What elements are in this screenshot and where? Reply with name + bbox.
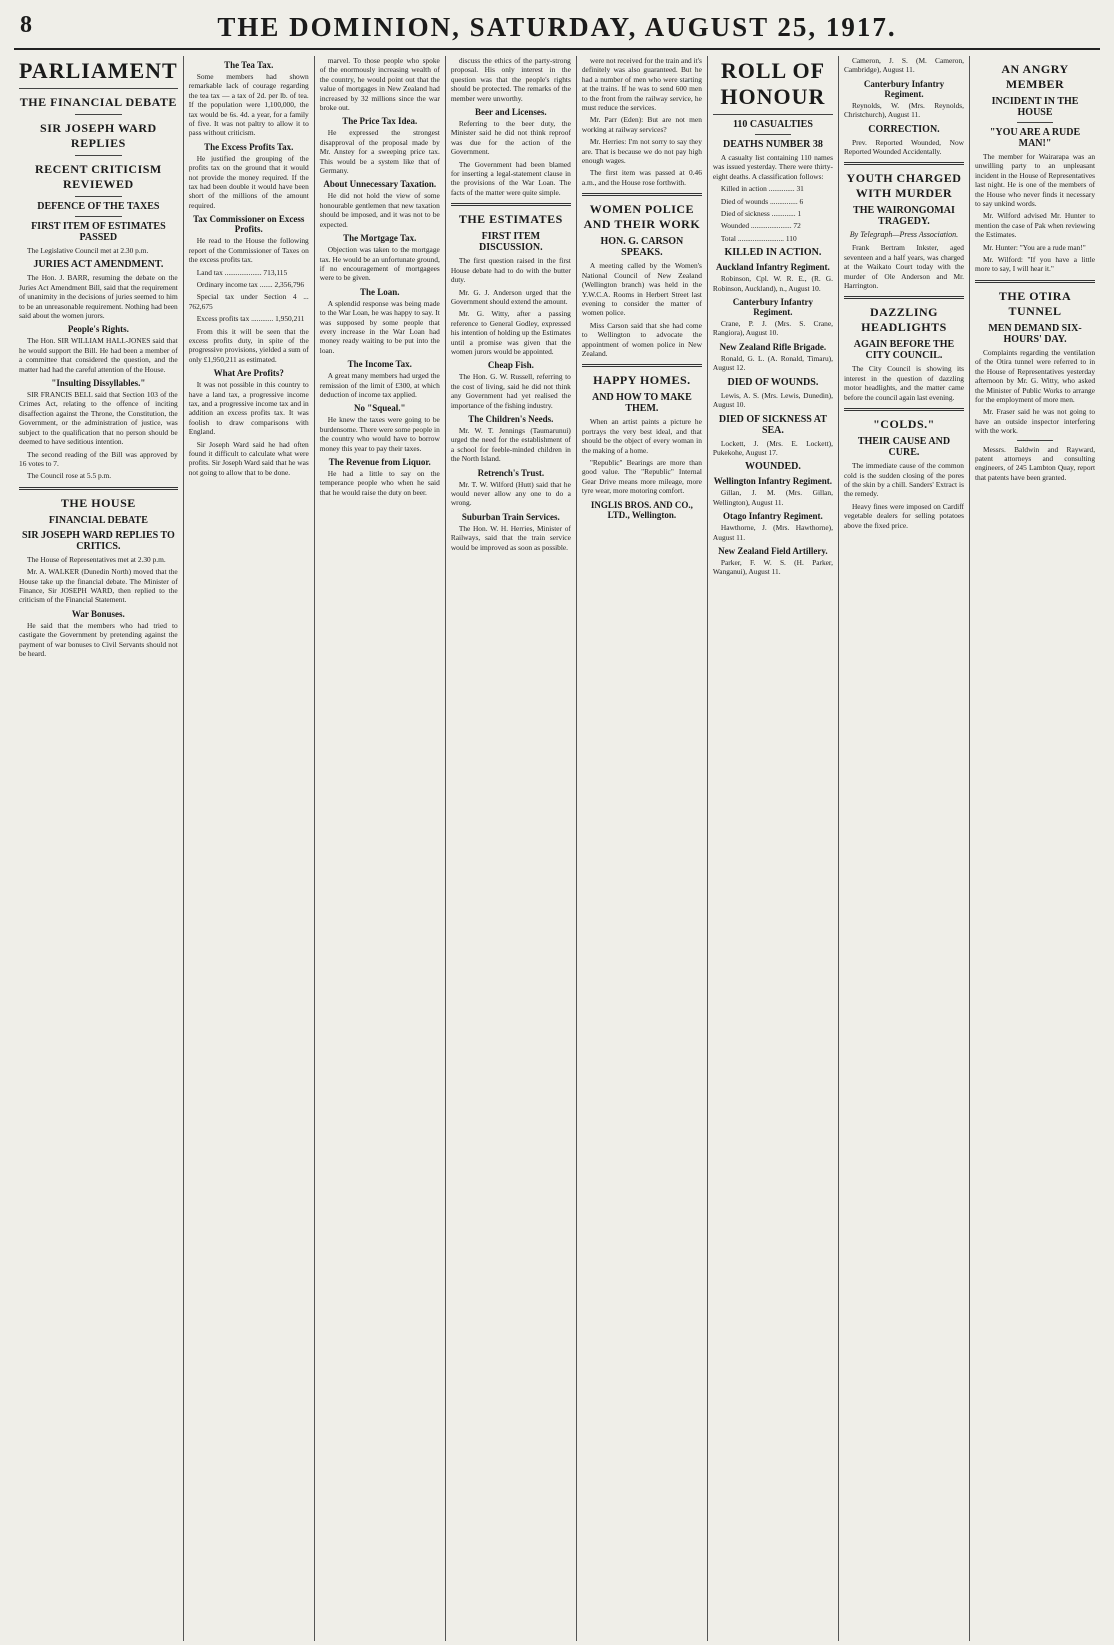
divider [582, 193, 702, 196]
article-paragraph: Mr. G. Witty, after a passing reference to General Godley, expressed his intention of holding up the Estimates until a promise was given that the women jurors would be appointed. [450, 309, 571, 356]
headline: FINANCIAL DEBATE [48, 514, 148, 526]
headline: HAPPY HOMES. [593, 373, 691, 388]
column-2 [184, 56, 315, 1641]
subheading: THEIR CAUSE AND CURE. [857, 436, 951, 459]
article-paragraph: He justified the grouping of the profits tax on the ground that it would not provide the money required. If the tax had been double it would have been short of the millions of the amount required. [188, 153, 309, 210]
subheading: The Income Tax. [347, 359, 412, 370]
article-paragraph: He knew the taxes were going to be burdensome. There were some people in the country who would have to borrow money this year to pay their taxes. [319, 415, 440, 453]
headline: THE ESTIMATES [458, 212, 563, 227]
subheading: AND HOW TO MAKE THEM. [592, 392, 692, 415]
column-7 [839, 56, 970, 1641]
divider [582, 364, 702, 367]
article-paragraph: Objection was taken to the mortgage tax. He would be an unfortunate ground, if no encouragement of mortgagees were to be given. [319, 245, 440, 283]
article-paragraph: It was not possible in this country to have a land tax, a progressive income tax, and a progressive income tax and in addition an excess profits tax. It was foolish to draw comparisons with England. [188, 380, 309, 437]
subheading: Otago Infantry Regiment. [723, 511, 823, 522]
table-row: Died of sickness ............. 1 [720, 209, 802, 219]
article-paragraph: Mr. A. WALKER (Dunedin North) moved that the House take up the financial debate. The Minister of Finance, Sir JOSEPH WARD, then replied to the criticism of the Financial Statement. [19, 567, 178, 605]
list-item: Hawthorne, J. (Mrs. Hawthorne), August 11. [712, 523, 833, 542]
list-item: Reynolds, W. (Mrs. Reynolds, Christchurch), August 11. [843, 100, 964, 120]
article-paragraph: The Hon. J. BARR, resuming the debate on the Juries Act Amendment Bill, said that the requirement of unanimity in the decisions of juries seemed to him to be an unreasonable requirement. Nothing had been said about the women jurors. [19, 273, 178, 321]
article-paragraph: Heavy fines were imposed on Cardiff vegetable dealers for selling potatoes above the fixed price. [843, 501, 964, 530]
table-row: Killed in action .............. 31 [720, 184, 804, 194]
divider [75, 196, 123, 197]
headline: SIR JOSEPH WARD REPLIES TO CRITICS. [21, 529, 175, 552]
headline: AN ANGRY MEMBER [1001, 62, 1069, 91]
list-item: Gillan, J. M. (Mrs. Gillan, Wellington), August 11. [712, 488, 833, 507]
subheading: "Insulting Dissyllables." [51, 378, 146, 389]
advertisement: The immediate cause of the common cold is the sudden closing of the pores of the skin by a chill. Sanders' Extract is the remedy. [843, 461, 964, 499]
divider [755, 134, 791, 135]
subheading: No "Squeal." [354, 403, 406, 414]
divider [75, 216, 123, 217]
article-paragraph: The Hon. SIR WILLIAM HALL-JONES said that he would support the Bill. He had been a member of a committee that considered the question, and the matter had had the careful attention of the House. [19, 336, 178, 374]
column-4 [446, 56, 577, 1641]
headline: 110 CASUALTIES [732, 119, 813, 130]
subheading: Beer and Licenses. [475, 107, 547, 118]
divider [1017, 122, 1053, 123]
article-paragraph: Referring to the beer duty, the Minister said he did not think reproof was due for the action of the Government. [450, 119, 571, 157]
article-paragraph: He expressed the strongest disapproval of the proposal made by Mr. Anstey for a sweeping price tax. This would be a system like that of Germany. [319, 128, 440, 176]
article-paragraph: He had a little to say on the temperance people who when he said that he would raise the duty on beer. [319, 469, 440, 497]
subheading: New Zealand Rifle Brigade. [719, 341, 827, 352]
table-row: Total ......................... 110 [720, 233, 797, 243]
divider [844, 162, 964, 165]
article-paragraph: When an artist paints a picture he portrays the very best ideal, and that should be the object of every woman in the making of a home. [581, 417, 702, 455]
subheading: Cheap Fish. [487, 360, 534, 371]
headline: DEATHS NUMBER 38 [723, 139, 823, 150]
advertisement: "Republic" Bearings are more than good value. The "Republic" Internal Gear Drive means more mileage, more tyre wear, more motoring comfort. [581, 457, 702, 496]
divider [75, 114, 123, 115]
subheading: Suburban Train Services. [461, 511, 560, 522]
divider [75, 155, 123, 156]
divider [844, 408, 964, 411]
list-item: Ronald, G. L. (A. Ronald, Timaru), August 12. [712, 353, 833, 373]
headline: THE HOUSE [60, 495, 136, 510]
subheading: The Revenue from Liquor. [328, 457, 431, 467]
column-5 [577, 56, 708, 1641]
subheading: New Zealand Field Artillery. [718, 545, 828, 556]
subheading: The Excess Profits Tax. [204, 141, 294, 152]
table-row: Wounded ...................... 72 [720, 221, 801, 231]
subheading: The Mortgage Tax. [343, 233, 417, 244]
headline: SIR JOSEPH WARD REPLIES [40, 121, 157, 150]
article-paragraph: were not received for the train and it's definitely was also guaranteed. But he had a number of men who were starting at the trains. If he was to send 600 men to the front from the railway service, he must reduce the services. [581, 56, 702, 113]
article-paragraph: He did not hold the view of some honourable gentlemen that new taxation should be imposed, and it was not to be expected. [319, 191, 440, 229]
article-paragraph: The Government had been blamed for inserting a legal-statement clause in the provisions of the War Loan. The facts of the matter were quite simple. [450, 159, 571, 197]
article-paragraph: Miss Carson said that she had come to Wellington to advocate the appointment of women police in New Zealand. [581, 320, 702, 358]
article-paragraph: The Council rose at 5.5 p.m. [27, 471, 112, 481]
page-number: 8 [20, 12, 32, 38]
subheading: DIED OF WOUNDS. [727, 376, 819, 388]
column-1 [14, 56, 184, 1641]
headline: DEFENCE OF THE TAXES [37, 201, 160, 212]
article-paragraph: The Hon. W. H. Herries, Minister of Railways, said that the train service would be improved as soon as possible. [450, 523, 571, 552]
article-paragraph: Mr. G. J. Anderson urged that the Government should extend the amount. [450, 287, 571, 306]
headline: FIRST ITEM OF ESTIMATES PASSED [31, 221, 166, 243]
article-paragraph: The House of Representatives met at 2.30 p.m. [27, 554, 166, 564]
headline: DAZZLING HEADLIGHTS [861, 305, 947, 335]
article-paragraph: Mr. Herries: I'm not sorry to say they are. That is because we do not pay high enough wages. [581, 137, 702, 166]
table-row: Died of wounds ............... 6 [720, 196, 804, 206]
article-paragraph: Mr. Fraser said he was not going to have an outside inspector interfering with the work. [975, 407, 1096, 436]
subheading: People's Rights. [67, 324, 129, 335]
column-6 [708, 56, 839, 1641]
subheading: Auckland Infantry Regiment. [716, 262, 830, 273]
masthead [14, 8, 1100, 50]
list-item: Cameron, J. S. (M. Cameron, Cambridge), August 11. [843, 56, 964, 75]
subheading: HON. G. CARSON SPEAKS. [600, 236, 684, 259]
article-paragraph: The Hon. G. W. Russell, referring to the cost of living, said he did not think any Government had yet realised the importance of the fishing industry. [450, 372, 571, 410]
section-heading-roll-of-honour: ROLL OF HONOUR [713, 58, 833, 115]
article-paragraph: Mr. Wilford: "If you have a little more to say, I will hear it." [975, 255, 1096, 274]
divider [975, 280, 1095, 283]
article-paragraph: The first item was passed at 0.46 a.m., and the House rose forthwith. [581, 168, 702, 187]
article-paragraph: Prev. Reported Wounded, Now Reported Wounded Accidentally. [843, 137, 964, 157]
article-paragraph: Sir Joseph Ward said he had often found it difficult to calculate what were profits. Sir Joseph Ward said that he was not going to allow that to be done. [188, 439, 309, 477]
article-paragraph: The Legislative Council met at 2.30 p.m. [27, 246, 149, 255]
subheading: The Price Tax Idea. [342, 116, 418, 127]
newspaper-title: THE DOMINION, SATURDAY, AUGUST 25, 1917. [217, 12, 897, 42]
headline: YOUTH CHARGED WITH MURDER [846, 171, 962, 201]
article-paragraph: marvel. To those people who spoke of the enormously increasing wealth of the country, he would point out that the value of mortgages in New Zealand had increased by 32 millions since the war broke out. [319, 56, 440, 113]
advertiser: INGLIS BROS. AND CO., LTD., Wellington. [590, 499, 693, 520]
subheading: KILLED IN ACTION. [724, 247, 822, 259]
column-8 [970, 56, 1100, 1641]
subheading: FIRST ITEM DISCUSSION. [479, 231, 543, 254]
subheading: About Unnecessary Taxation. [323, 179, 437, 190]
subheading: Canterbury Infantry Regiment. [863, 78, 945, 99]
article-paragraph: He read to the House the following report of the Commissioner of Taxes on the excess profits tax. [188, 236, 309, 265]
subheading: The Loan. [360, 286, 400, 297]
article-paragraph: Mr. Wilford advised Mr. Hunter to mention the case of Pak when reviewing the Estimates. [975, 211, 1096, 240]
article-paragraph: Messrs. Baldwin and Rayward, patent attorneys and consulting engineers, of 245 Lambton Quay, report that patents have been granted. [975, 444, 1096, 482]
article-paragraph: Mr. Hunter: "You are a rude man!" [983, 242, 1086, 252]
article-paragraph: A meeting called by the Women's National Council of New Zealand (Wellington branch) was held in the Y.W.C.A. Rooms in Herbert Street last evening to consider the matter of women police. [581, 261, 702, 318]
subheading: AGAIN BEFORE THE CITY COUNCIL. [853, 339, 955, 362]
headline: THE FINANCIAL DEBATE [19, 95, 177, 109]
list-item: Robinson, Cpl. W. R. E., (R. G. Robinson, Auckland), n., August 10. [712, 274, 833, 293]
subheading: The Children's Needs. [468, 413, 554, 424]
column-3 [315, 56, 446, 1641]
subheading: What Are Profits? [213, 368, 284, 379]
subheading: Tax Commissioner on Excess Profits. [193, 214, 305, 235]
article-paragraph: Mr. Parr (Eden): But are not men working at railway services? [581, 115, 702, 134]
article-paragraph: He said that the members who had tried to castigate the Government by pretending against the payment of war bonuses to Civil Servants should not be heard. [19, 620, 178, 658]
article-paragraph: Mr. W. T. Jennings (Taumarunui) urged the need for the establishment of a school for feeble-minded children in the North Island. [450, 425, 571, 464]
list-item: Crane, P. J. (Mrs. S. Crane, Rangiora), August 10. [712, 319, 833, 338]
subheading: War Bonuses. [71, 608, 125, 619]
subheading: "YOU ARE A RUDE MAN!" [989, 127, 1081, 149]
subheading: JURIES ACT AMENDMENT. [33, 259, 164, 271]
subheading: The Tea Tax. [224, 60, 274, 70]
article-paragraph: Some members had shown remarkable lack of courage regarding the tea tax — a tax of 2d. per lb. of tea. If the population were 1,100,000, the tax would be 6s. 4d. a year, for a family of five. It was not paltry to allow it to pass without criticism. [188, 72, 309, 138]
table-row: Excess profits tax ............ 1,950,211 [196, 314, 305, 324]
article-paragraph: discuss the ethics of the party-strong proposal. His only interest in the question was that the people's rights should be protected. The remarks of the member were unworthy. [450, 56, 571, 103]
subheading: MEN DEMAND SIX-HOURS' DAY. [988, 322, 1082, 345]
article-paragraph: From this it will be seen that the excess profits duty, in spite of the progressive provisions, yielded a sum of only £1,950,211 as estimated. [188, 326, 309, 364]
divider [1017, 440, 1053, 441]
list-item: Parker, F. W. S. (H. Parker, Wanganui), August 11. [712, 557, 833, 577]
divider [19, 487, 178, 490]
article-paragraph: A casualty list containing 110 names was issued yesterday. There were thirty-eight deaths. A classification follows: [712, 153, 833, 181]
list-item: Lockett, J. (Mrs. E. Lockett), Pukekohe, August 17. [712, 438, 833, 457]
subheading: INCIDENT IN THE HOUSE [991, 96, 1079, 118]
subheading: CORRECTION. [868, 123, 940, 135]
divider [844, 296, 964, 299]
table-row: Special tax under Section 4 ... 762,675 [188, 292, 309, 311]
article-paragraph: SIR FRANCIS BELL said that Section 103 of the Crimes Act, relating to the offence of inciting disaffection against the Throne, the Constitution, the Government, or the administration of justice, was subject to the qualification that no person should be deemed to have seditious intention. [19, 390, 178, 447]
article-paragraph: A great many members had urged the remission of the limit of £300, at which deduction of income tax applied. [319, 371, 440, 399]
subheading: WOUNDED. [745, 461, 801, 473]
subheading: DIED OF SICKNESS AT SEA. [718, 413, 827, 436]
table-row: Land tax .................... 713,115 [196, 267, 288, 277]
article-paragraph: The first question raised in the first House debate had to do with the butter duty. [450, 256, 571, 285]
article-paragraph: The City Council is showing its interest in the question of dazzling motor headlights, and the matter came before the council again last evening. [843, 364, 964, 402]
subheading: Wellington Infantry Regiment. [713, 476, 833, 487]
article-paragraph: Complaints regarding the ventilation of the Otira tunnel were referred to in the House of Representatives yesterday afternoon by Mr. G. Witty, who asked the Minister of Public Works to arrange for the employment of more men. [975, 347, 1096, 404]
subheading: Canterbury Infantry Regiment. [732, 297, 814, 318]
list-item: Lewis, A. S. (Mrs. Lewis, Dunedin), August 10. [712, 390, 833, 410]
divider [451, 203, 571, 206]
article-paragraph: The member for Wairarapa was an unwilling party to an unpleasant incident in the House of Representatives last night. He is one of the members of the House who never finds it necessary to say unkind words. [975, 152, 1096, 209]
headline: WOMEN POLICE AND THEIR WORK [583, 202, 701, 232]
subheading: THE WAIRONGOMAI TRAGEDY. [853, 205, 955, 228]
headline: "COLDS." [873, 417, 935, 432]
table-row: Ordinary income tax ....... 2,356,796 [196, 279, 305, 289]
article-paragraph: Frank Bertram Inkster, aged seventeen and a half years, was charged at the Waikato Court today with the murder of Ole Anderson and Mr. Harrington. [843, 243, 964, 291]
subheading: Retrench's Trust. [477, 467, 545, 478]
section-heading-parliament: PARLIAMENT [19, 58, 178, 89]
columns [14, 56, 1100, 1641]
article-paragraph: A splendid response was being made to the War Loan, he was happy to say. It was supposed by some people that every increase in the War Loan had money ready waiting to be put into the loan. [319, 298, 440, 355]
article-paragraph: Mr. T. W. Wilford (Hutt) said that he would never allow any one to do a wrong. [450, 479, 571, 508]
article-paragraph: The second reading of the Bill was approved by 16 votes to 7. [19, 449, 178, 468]
byline: By Telegraph—Press Association. [849, 230, 959, 240]
headline: RECENT CRITICISM REVIEWED [34, 162, 162, 191]
headline: THE OTIRA TUNNEL [998, 288, 1072, 318]
